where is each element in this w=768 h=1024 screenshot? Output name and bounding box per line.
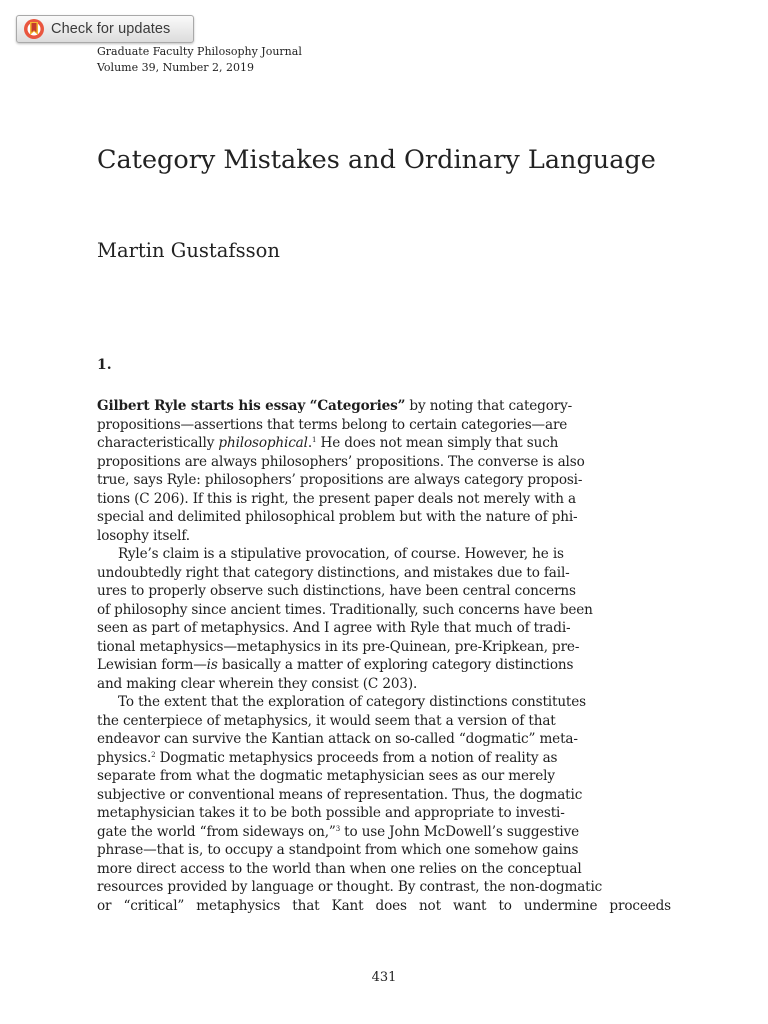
body-line: To the extent that the exploration of category distinctions constitutes [118, 694, 586, 710]
footnote-ref[interactable]: 2 [151, 750, 156, 759]
body-line: separate from what the dogmatic metaphysician sees as our merely [97, 768, 555, 784]
body-line: the centerpiece of metaphysics, it would seem that a version of that [97, 712, 556, 729]
article-author: Martin Gustafsson [97, 239, 280, 262]
body-line: tional metaphysics—metaphysics in its pre-Quinean, pre-Kripkean, pre- [97, 638, 580, 655]
footnote-ref[interactable]: 1 [312, 436, 317, 444]
body-line: of philosophy since ancient times. Traditionally, such concerns have been [97, 601, 593, 618]
body-line: Ryle’s claim is a stipulative provocation, of course. However, he is [118, 546, 564, 562]
body-line: phrase—that is, to occupy a standpoint from which one somehow gains [97, 842, 579, 858]
body-line: resources provided by language or thought. By contrast, the non-dogmatic [97, 879, 603, 895]
body-line: losophy itself. [97, 527, 190, 544]
journal-issue: Volume 39, Number 2, 2019 [97, 61, 255, 74]
journal-name: Graduate Faculty Philosophy Journal [97, 45, 302, 58]
body-line: metaphysician takes it to be both possible and appropriate to investi- [97, 805, 565, 821]
journal-header [97, 44, 302, 76]
body-line: tions (C 206). If this is right, the present paper deals not merely with a [97, 490, 576, 507]
body-line: gate the world “from sideways on,”$^3$ to use John McDowell’s suggestive [97, 823, 580, 840]
article-title: Category Mistakes and Ordinary Language [97, 145, 656, 175]
body-line: ures to properly observe such distinctions, have been central concerns [97, 583, 576, 599]
body-line: propositions—assertions that terms belong to certain categories—are [97, 416, 568, 433]
body-line: endeavor can survive the Kantian attack on so-called “dogmatic” meta- [97, 731, 578, 747]
body-line: more direct access to the world than when one relies on the conceptual [97, 860, 582, 877]
page-number: 431 [371, 970, 397, 985]
article-body [97, 397, 671, 915]
lead-in-bold: Gilbert Ryle starts his essay “Categories” [97, 398, 406, 414]
body-line: or “critical” metaphysics that Kant does not want to undermine proceeds [97, 897, 671, 914]
body-line: propositions are always philosophers’ propositions. The converse is also [97, 453, 585, 470]
section-number: 1. [97, 357, 112, 373]
body-line: true, says Ryle: philosophers’ propositions are always category proposi- [97, 472, 583, 488]
body-line: subjective or conventional means of representation. Thus, the dogmatic [97, 786, 583, 803]
body-line: special and delimited philosophical problem but with the nature of phi- [97, 509, 578, 525]
check-for-updates-button[interactable] [16, 15, 194, 43]
crossmark-icon [23, 18, 45, 40]
footnote-ref[interactable]: 3 [335, 824, 340, 833]
body-line: Lewisian form—is basically a matter of exploring category distinctions [97, 657, 574, 673]
check-for-updates-label: Check for updates [51, 21, 171, 37]
body-line: undoubtedly right that category distinctions, and mistakes due to fail- [97, 564, 570, 581]
body-line: Gilbert Ryle starts his essay “Categories” by noting that category- [97, 398, 573, 414]
body-line: characteristically philosophical.$^1$ He does not mean simply that such [97, 435, 559, 451]
body-line: seen as part of metaphysics. And I agree with Ryle that much of tradi- [97, 620, 571, 636]
body-line: and making clear wherein they consist (C 203). [97, 675, 418, 692]
body-line: physics.$^2$ Dogmatic metaphysics proceeds from a notion of reality as [97, 749, 558, 766]
